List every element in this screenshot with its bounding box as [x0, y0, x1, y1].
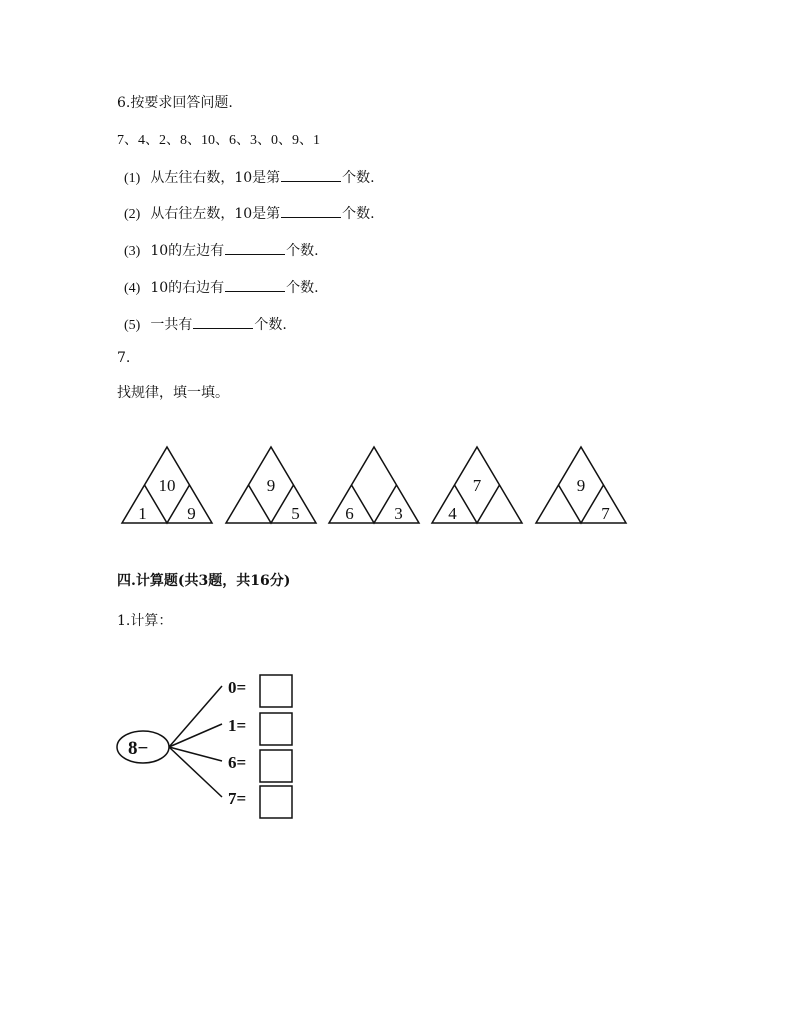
answer-box[interactable] — [260, 713, 292, 745]
q6-sequence: 7、4、2、8、10、6、3、0、9、1 — [117, 133, 320, 148]
answer-blank[interactable] — [225, 240, 285, 255]
triangle-top-number: 9 — [266, 476, 276, 495]
answer-blank[interactable] — [193, 314, 253, 329]
subquestion-label: (3) — [124, 244, 141, 259]
triangle-inner-lines — [352, 485, 397, 523]
triangle-right-number: 7 — [601, 504, 610, 523]
q7-number: 7. — [117, 350, 131, 366]
answer-box[interactable] — [260, 675, 292, 707]
triangle-3 — [329, 447, 419, 523]
pattern-triangles — [0, 440, 794, 580]
triangle-right-number: 9 — [187, 504, 196, 523]
triangle-top-number: 9 — [576, 476, 586, 495]
q6-subquestion — [124, 240, 319, 261]
subquestion-label: (4) — [124, 281, 141, 296]
q6-title: 6.按要求回答问题. — [117, 95, 233, 111]
subquestion-text: 10的右边有 — [150, 280, 225, 296]
triangle-top-number: 7 — [472, 476, 482, 495]
answer-blank[interactable] — [281, 167, 341, 182]
section4-heading: 四.计算题(共3题，共16分) — [117, 573, 291, 589]
subquestion-text: 从左往右数，10是第 — [150, 170, 281, 186]
triangle-1 — [122, 447, 212, 523]
subquestion-suffix: 个数. — [254, 317, 287, 333]
answer-blank[interactable] — [225, 277, 285, 292]
triangle-right-number: 5 — [291, 504, 300, 523]
subquestion-suffix: 个数. — [286, 280, 319, 296]
calc-diagram — [0, 660, 794, 840]
subquestion-suffix: 个数. — [286, 243, 319, 259]
subquestion-suffix: 个数. — [342, 206, 375, 222]
triangle-outline — [329, 447, 419, 523]
q6-subquestion — [124, 167, 375, 188]
answer-box[interactable] — [260, 786, 292, 818]
expression-label: 7= — [228, 789, 247, 808]
triangle-left-number: 4 — [448, 504, 457, 523]
expression-label: 1= — [228, 716, 247, 735]
subquestion-label: (5) — [124, 318, 141, 333]
triangle-2 — [226, 447, 316, 523]
q6-subquestion — [124, 203, 375, 224]
connector-line — [169, 724, 222, 747]
expression-label: 0= — [228, 678, 247, 697]
connector-line — [169, 686, 222, 747]
triangle-4 — [432, 447, 522, 523]
subquestion-text: 一共有 — [150, 317, 193, 333]
center-label: 8− — [128, 738, 149, 759]
answer-blank[interactable] — [281, 203, 341, 218]
subquestion-suffix: 个数. — [342, 170, 375, 186]
q6-subquestion — [124, 277, 319, 298]
answer-box[interactable] — [260, 750, 292, 782]
triangle-top-number: 10 — [158, 476, 176, 495]
subquestion-text: 10的左边有 — [150, 243, 225, 259]
subquestion-text: 从右往左数，10是第 — [150, 206, 281, 222]
expression-label: 6= — [228, 753, 247, 772]
triangle-right-number: 3 — [394, 504, 403, 523]
triangle-left-number: 1 — [138, 504, 147, 523]
q7-instruction: 找规律，填一填。 — [117, 385, 229, 401]
triangle-5 — [536, 447, 626, 523]
q6-subquestion — [124, 314, 287, 335]
subquestion-label: (2) — [124, 207, 141, 222]
triangle-left-number: 6 — [345, 504, 354, 523]
calc-q1-title: 1.计算： — [117, 613, 173, 629]
subquestion-label: (1) — [124, 171, 141, 186]
